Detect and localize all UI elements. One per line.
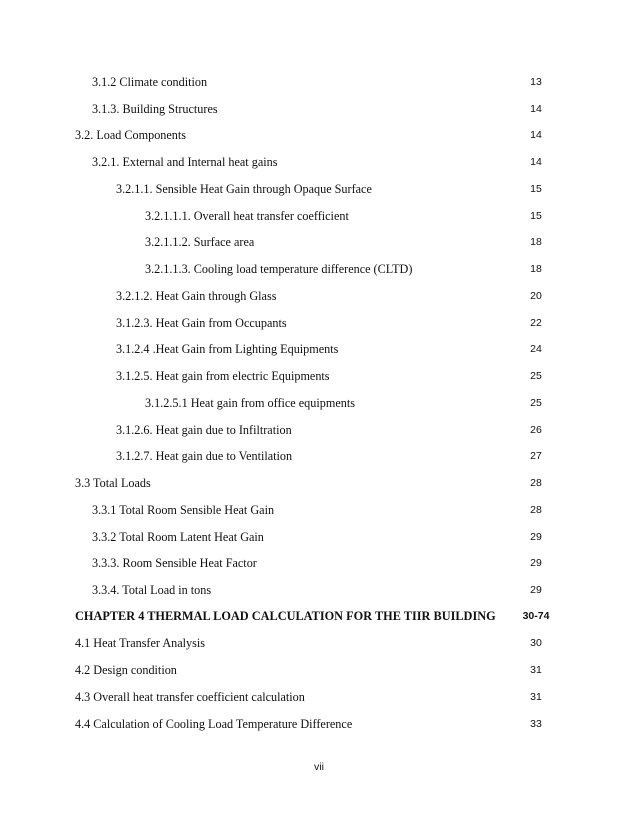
toc-entry-title: 3.1.2 Climate condition <box>92 75 208 89</box>
toc-entry-title: 3.1.3. Building Structures <box>92 102 218 116</box>
toc-entry-title: 3.2.1.2. Heat Gain through Glass <box>116 289 277 303</box>
toc-entry-title: 3.1.2.4 .Heat Gain from Lighting Equipments <box>116 342 339 356</box>
toc-entry-title: 3.2.1.1. Sensible Heat Gain through Opaque Surface <box>116 182 372 196</box>
toc-entry-title: 4.3 Overall heat transfer coefficient calculation <box>75 690 305 704</box>
toc-entry-title: CHAPTER 4 THERMAL LOAD CALCULATION FOR THE TIIR BUILDING <box>75 609 496 623</box>
toc-entry-3-1-2-3[interactable] <box>0 314 638 332</box>
toc-entry-title: 3.3.2 Total Room Latent Heat Gain <box>92 530 264 544</box>
toc-entry-page: 29 <box>530 584 542 596</box>
toc-entry-3-3-4[interactable] <box>0 581 638 599</box>
toc-entry-page: 28 <box>530 477 542 489</box>
toc-entry-3-1-2-5-1[interactable] <box>0 394 638 412</box>
toc-entry-3-2-1-1-2[interactable] <box>0 233 638 251</box>
toc-entry-title: 3.1.2.5. Heat gain from electric Equipments <box>116 369 330 383</box>
toc-entry-title: 3.1.2.6. Heat gain due to Infiltration <box>116 423 292 437</box>
toc-entry-page: 13 <box>530 76 542 88</box>
toc-entry-title: 3.3.4. Total Load in tons <box>92 583 212 597</box>
toc-entry-3-1-3[interactable] <box>0 100 638 118</box>
toc-entry-3-1-2-6[interactable] <box>0 421 638 439</box>
toc-entry-title: 4.2 Design condition <box>75 663 177 677</box>
toc-entry-3-2-1-1-3[interactable] <box>0 260 638 278</box>
toc-entry-page: 29 <box>530 557 542 569</box>
toc-entry-3-2[interactable] <box>0 126 638 144</box>
toc-entry-page: 14 <box>530 129 542 141</box>
toc-entry-title: 3.2.1.1.3. Cooling load temperature difference (CLTD) <box>145 262 413 276</box>
toc-entry-page: 31 <box>530 691 542 703</box>
toc-entry-3-3[interactable] <box>0 474 638 492</box>
toc-entry-4-2[interactable] <box>0 661 638 679</box>
toc-entry-3-2-1[interactable] <box>0 153 638 171</box>
toc-entry-4-3[interactable] <box>0 688 638 706</box>
toc-entry-page: 25 <box>530 370 542 382</box>
toc-entry-title: 4.4 Calculation of Cooling Load Temperature Difference <box>75 717 353 731</box>
toc-entry-3-1-2-5[interactable] <box>0 367 638 385</box>
toc-entry-3-1-2-4[interactable] <box>0 340 638 358</box>
toc-entry-3-2-1-1[interactable] <box>0 180 638 198</box>
toc-entry-title: 3.3 Total Loads <box>75 476 151 490</box>
toc-entry-3-3-1[interactable] <box>0 501 638 519</box>
toc-entry-3-2-1-2[interactable] <box>0 287 638 305</box>
toc-entry-page: 24 <box>530 343 542 355</box>
footer-page-number: vii <box>314 761 324 773</box>
toc-entry-title: 3.2.1. External and Internal heat gains <box>92 155 278 169</box>
toc-entry-3-1-2[interactable] <box>0 73 638 91</box>
toc-entry-page: 28 <box>530 504 542 516</box>
toc-entry-title: 3.2.1.1.2. Surface area <box>145 235 255 249</box>
toc-entry-page: 15 <box>530 210 542 222</box>
toc-entry-title: 3.1.2.3. Heat Gain from Occupants <box>116 316 287 330</box>
toc-entry-title: 3.1.2.7. Heat gain due to Ventilation <box>116 449 293 463</box>
toc-entry-title: 3.2.1.1.1. Overall heat transfer coefficient <box>145 209 349 223</box>
toc-entry-page: 14 <box>530 156 542 168</box>
toc-entry-3-2-1-1-1[interactable] <box>0 207 638 225</box>
toc-entry-page: 20 <box>530 290 542 302</box>
toc-entry-page: 26 <box>530 424 542 436</box>
toc-entry-3-3-2[interactable] <box>0 528 638 546</box>
toc-entry-page: 33 <box>530 718 542 730</box>
toc-entry-page: 14 <box>530 103 542 115</box>
toc-entry-page: 29 <box>530 531 542 543</box>
toc-entry-3-3-3[interactable] <box>0 554 638 572</box>
toc-entry-page: 18 <box>530 236 542 248</box>
toc-entry-page: 30 <box>530 637 542 649</box>
toc-entry-page: 15 <box>530 183 542 195</box>
toc-entry-title: 3.3.1 Total Room Sensible Heat Gain <box>92 503 275 517</box>
toc-entry-page: 27 <box>530 450 542 462</box>
toc-entry-4-1[interactable] <box>0 634 638 652</box>
toc-entry-page: 22 <box>530 317 542 329</box>
toc-entry-title: 3.1.2.5.1 Heat gain from office equipments <box>145 396 355 410</box>
toc-entry-page: 25 <box>530 397 542 409</box>
toc-entry-title: 4.1 Heat Transfer Analysis <box>75 636 205 650</box>
toc-entry-4-4[interactable] <box>0 715 638 733</box>
toc-entry-3-1-2-7[interactable] <box>0 447 638 465</box>
toc-entry-page: 30-74 <box>522 610 550 622</box>
toc-entry-page: 18 <box>530 263 542 275</box>
toc-entry-page: 31 <box>530 664 542 676</box>
toc-entry-chapter-4[interactable] <box>0 607 638 625</box>
toc-entry-title: 3.2. Load Components <box>75 128 187 142</box>
toc-entry-title: 3.3.3. Room Sensible Heat Factor <box>92 556 257 570</box>
